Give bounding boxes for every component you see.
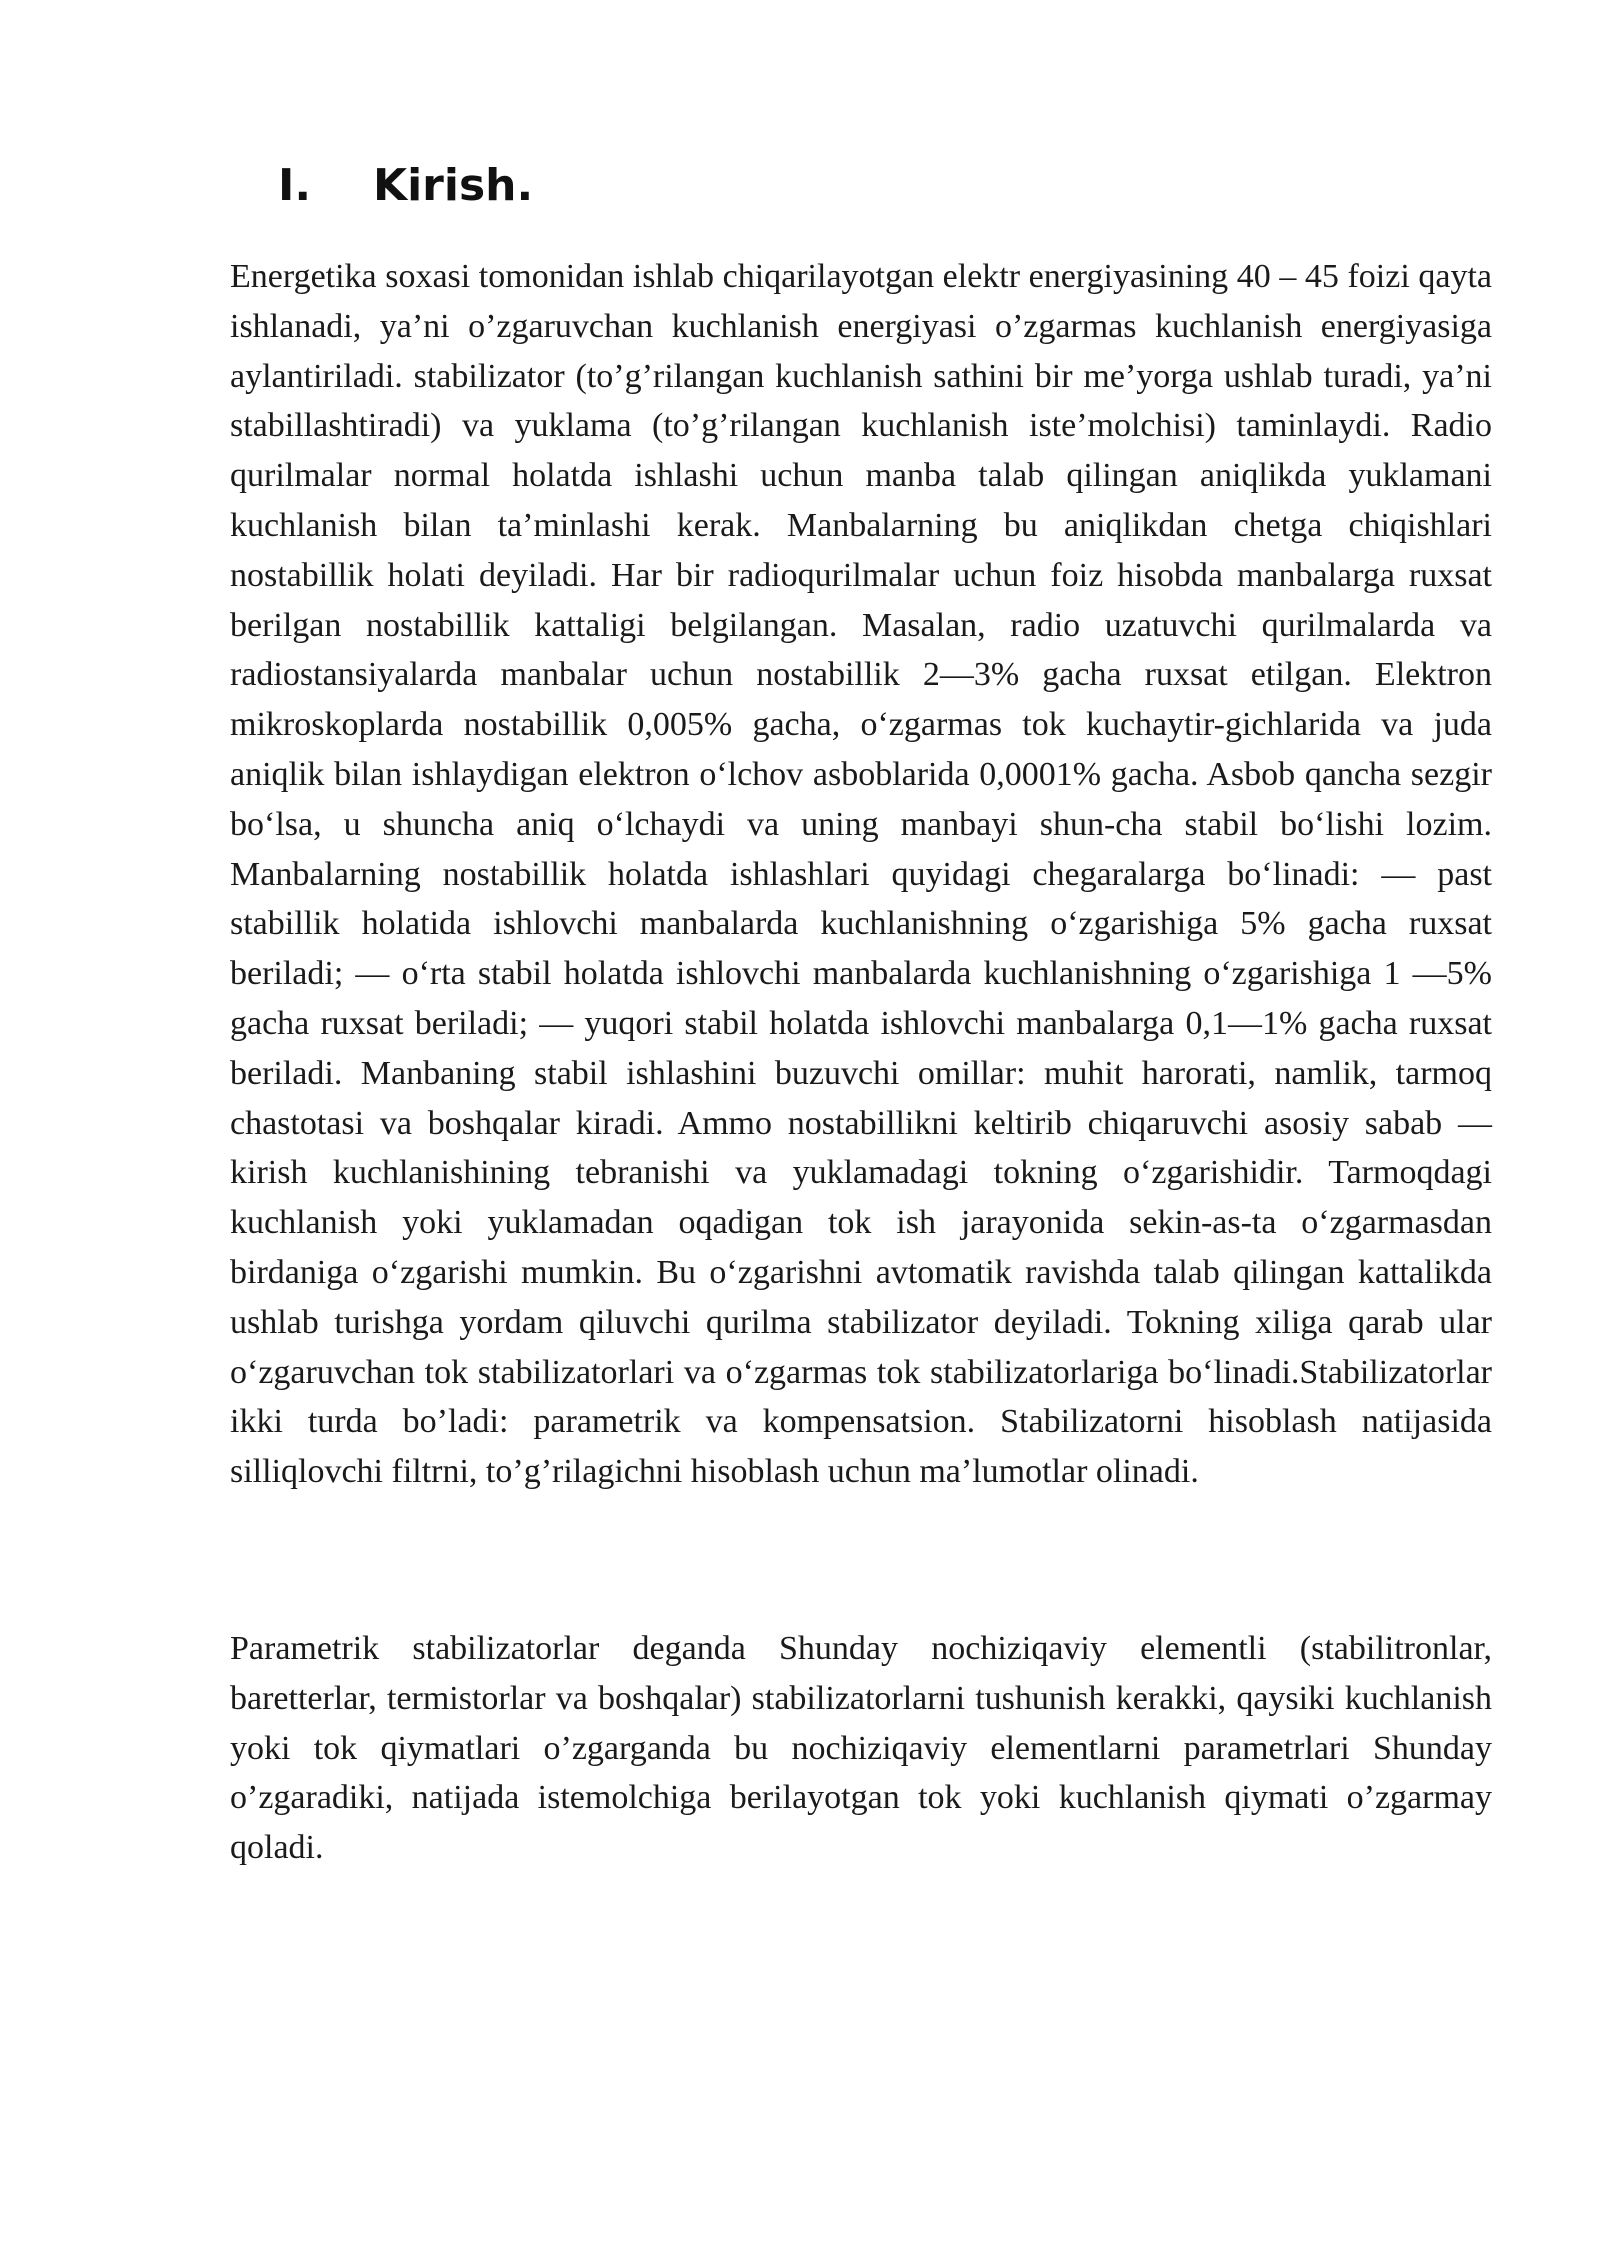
paragraph-intro: Energetika soxasi tomonidan ishlab chiqarilayotgan elektr energiyasining 40 – 45 foizi qayta ishlanadi, ya’ni o’zgaruvchan kuchlanish energiyasi o’zgarmas kuchlanish energiyasiga aylantiriladi. stabilizator (to’g’rilangan kuchlanish sathini bir me’yorga ushlab turadi, ya’ni stabillashtiradi) va yuklama (to’g’rilangan kuchlanish iste’molchisi) taminlaydi. Radio qurilmalar normal holatda ishlashi uchun manba talab qilingan aniqlikda yuklamani kuchlanish bilan ta’minlashi kerak. Manbalarning bu aniqlikdan chetga chiqishlari nostabillik holati deyiladi. Har bir radioqurilmalar uchun foiz hisobda manbalarga ruxsat berilgan nostabillik kattaligi belgilangan. Masalan, radio uzatuvchi qurilmalarda va radiostansiyalarda manbalar uchun nostabillik 2—3% gacha ruxsat etilgan. Elektron mikroskoplarda nostabillik 0,005% gacha, o‘zgarmas tok kuchaytir-gichlarida va juda aniqlik bilan ishlaydigan elektron o‘lchov asboblarida 0,0001% gacha. Asbob qancha sezgir bo‘lsa, u shuncha aniq o‘lchaydi va uning manbayi shun-cha stabil bo‘lishi lozim. Manbalarning nostabillik holatda ishlashlari quyidagi chegaralarga bo‘linadi: — past stabillik holatida ishlovchi manbalarda kuchlanishning o‘zgarishiga 5% gacha ruxsat beriladi; — o‘rta stabil holatda ishlovchi manbalarda kuchlanishning o‘zgarishiga 1 —5% gacha ruxsat beriladi; — yuqori stabil holatda ishlovchi manbalarga 0,1—1% gacha ruxsat beriladi. Manbaning stabil ishlashini buzuvchi omillar: muhit harorati, namlik, tarmoq chastotasi va boshqalar kiradi. Ammo nostabillikni keltirib chiqaruvchi asosiy sabab — kirish kuchlanishining tebranishi va yuklamadagi tokning o‘zgarishidir. Tarmoqdagi kuchlanish yoki yuklamadan oqadigan tok ish jarayonida sekin-as-ta o‘zgarmasdan birdaniga o‘zgarishi mumkin. Bu o‘zgarishni avtomatik ravishda talab qilingan kattalikda ushlab turishga yordam qiluvchi qurilma stabilizator deyiladi. Tokning xiliga qarab ular o‘zgaruvchan tok stabilizatorlari va o‘zgarmas tok stabilizatorlariga bo‘linadi.Stabilizatorlar ikki turda bo’ladi: parametrik va kompensatsion. Stabilizatorni hisoblash natijasida silliqlovchi filtrni, to’g’rilagichni hisoblash uchun ma’lumotlar olinadi. bbox=[230, 258, 1492, 1491]
paragraph-parametric: Parametrik stabilizatorlar deganda Shunday nochiziqaviy elementli (stabilitronlar, baretterlar, termistorlar va boshqalar) stabilizatorlarni tushunish kerakki, qaysiki kuchlanish yoki tok qiymatlari o’zgarganda bu nochiziqaviy elementlarni parametrlari Shunday o’zgaradiki, natijada istemolchiga berilayotgan tok yoki kuchlanish qiymati o’zgarmay qoladi. bbox=[230, 1630, 1492, 1867]
section-number: I. bbox=[278, 160, 312, 211]
section-heading bbox=[278, 158, 533, 214]
section-title: Kirish. bbox=[373, 160, 534, 211]
